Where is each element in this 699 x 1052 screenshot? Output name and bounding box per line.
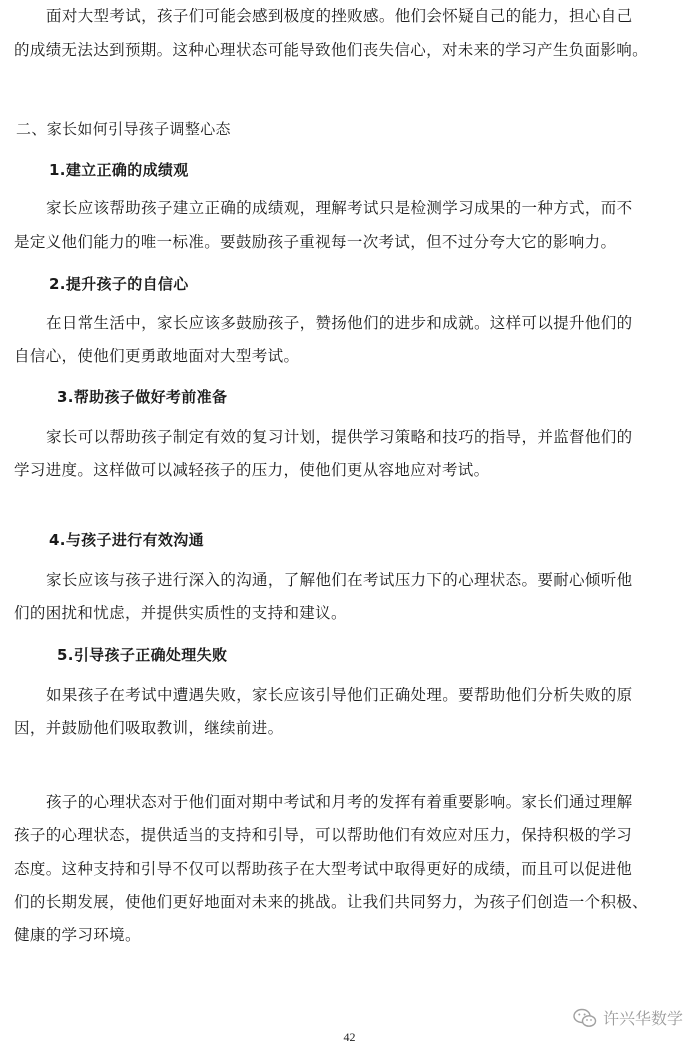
item-4-heading: 4.与孩子进行有效沟通 (49, 531, 204, 549)
item-3-line-2: 学习进度。这样做可以减轻孩子的压力，使他们更从容地应对考试。 (14, 461, 490, 479)
watermark (573, 1006, 683, 1029)
intro-line-1: 面对大型考试，孩子们可能会感到极度的挫败感。他们会怀疑自己的能力，担心自己 (46, 7, 633, 25)
page-number: 42 (343, 1030, 356, 1044)
item-5-heading: 5.引导孩子正确处理失败 (57, 646, 228, 664)
watermark-text: 许兴华数学 (602, 1009, 683, 1028)
item-5-line-2: 因，并鼓励他们吸取教训，继续前进。 (14, 719, 284, 737)
conclusion-line-1: 孩子的心理状态对于他们面对期中考试和月考的发挥有着重要影响。家长们通过理解 (46, 793, 633, 811)
item-2-line-1: 在日常生活中，家长应该多鼓励孩子，赞扬他们的进步和成就。这样可以提升他们的 (46, 314, 633, 332)
item-1-line-2: 是定义他们能力的唯一标准。要鼓励孩子重视每一次考试，但不过分夸大它的影响力。 (14, 233, 617, 251)
item-3-heading: 3.帮助孩子做好考前准备 (57, 388, 228, 406)
item-5-line-1: 如果孩子在考试中遭遇失败，家长应该引导他们正确处理。要帮助他们分析失败的原 (46, 686, 633, 704)
conclusion-line-3: 态度。这种支持和引导不仅可以帮助孩子在大型考试中取得更好的成绩，而且可以促进他 (14, 860, 633, 878)
item-4-line-2: 们的困扰和忧虑，并提供实质性的支持和建议。 (14, 604, 347, 622)
item-1-heading: 1.建立正确的成绩观 (49, 161, 189, 179)
intro-line-2: 的成绩无法达到预期。这种心理状态可能导致他们丧失信心，对未来的学习产生负面影响。 (14, 41, 649, 59)
conclusion-line-4: 们的长期发展，使他们更好地面对未来的挑战。让我们共同努力，为孩子们创造一个积极、 (14, 893, 649, 911)
section-title: 二、家长如何引导孩子调整心态 (16, 120, 231, 138)
item-2-line-2: 自信心，使他们更勇敢地面对大型考试。 (14, 347, 300, 365)
item-1-line-1: 家长应该帮助孩子建立正确的成绩观，理解考试只是检测学习成果的一种方式，而不 (46, 199, 633, 217)
item-2-heading: 2.提升孩子的自信心 (49, 275, 189, 293)
wechat-icon (573, 1008, 597, 1028)
item-3-line-1: 家长可以帮助孩子制定有效的复习计划，提供学习策略和技巧的指导，并监督他们的 (46, 428, 633, 446)
item-4-line-1: 家长应该与孩子进行深入的沟通，了解他们在考试压力下的心理状态。要耐心倾听他 (46, 571, 633, 589)
conclusion-line-2: 孩子的心理状态，提供适当的支持和引导，可以帮助他们有效应对压力，保持积极的学习 (14, 826, 633, 844)
conclusion-line-5: 健康的学习环境。 (14, 926, 141, 944)
